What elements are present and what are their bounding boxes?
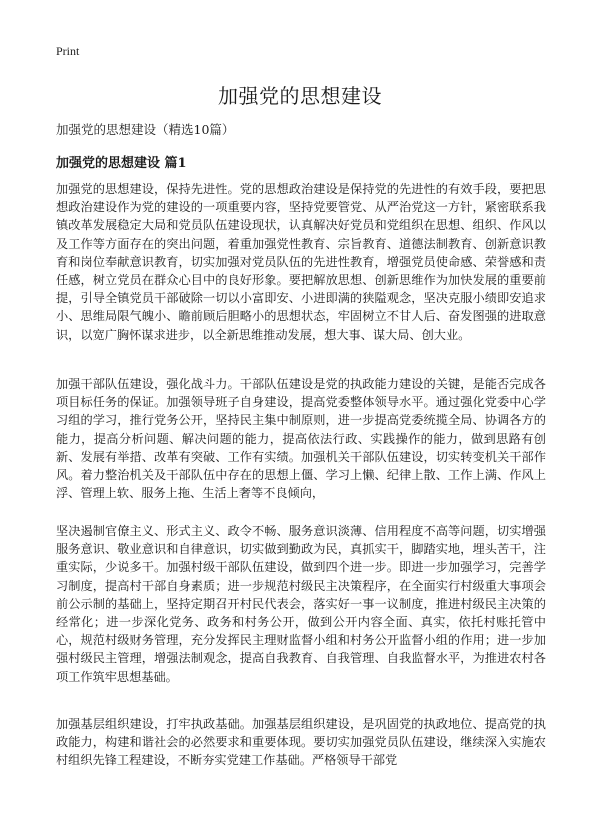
- body-paragraph: 坚决遏制官僚主义、形式主义、政令不畅、服务意识淡薄、信用程度不高等问题，切实增强服务意识、敬业意识和自律意识，切实做到勤政为民，真抓实干，脚踏实地，埋头苦干，注重实际，少说多干。加强村级干部队伍建设，做到四个进一步。即进一步加强学习，完善学习制度，提高村干部自身素质；进一步规范村级民主决策程序，在全面实行村级重大事项会前公示制的基础上，坚持定期召开村民代表会，落实好一事一议制度，推进村级民主决策的经常化；进一步深化党务、政务和村务公开，做到公开内容全面、真实，依托村账托管中心，规范村级财务管理，充分发挥民主理财监督小组和村务公开监督小组的作用；进一步加强村级民主管理，增强法制观念，提高自我教育、自我管理、自我监督水平，为推进农村各项工作筑牢思想基础。: [56, 524, 546, 684]
- body-paragraph: 加强党的思想建设，保持先进性。党的思想政治建设是保持党的先进性的有效手段，要把思想政治建设作为党的建设的一项重要内容，坚持党要管党、从严治党这一方针，紧密联系我镇改革发展稳定大局和党员队伍建设现状，认真解决好党员和党组织在思想、组织、作风以及工作等方面存在的突出问题，着重加强党性教育、宗旨教育、道德法制教育、创新意识教育和岗位奉献意识教育，切实加强对党员队伍的先进性教育，增强党员使命感、荣誉感和责任感，树立党员在群众心目中的良好形象。要把解放思想、创新思维作为加快发展的重要前提，引导全镇党员干部破除一切以小富即安、小进即满的狭隘观念，坚决克服小绩即安追求小、思维局限气魄小、瞻前顾后胆略小的思想状态，牢固树立不甘人后、奋发图强的进取意识，以宽广胸怀谋求进步，以全新思维推动发展，想大事、谋大局、创大业。: [56, 182, 546, 342]
- page-title: 加强党的思想建设: [218, 84, 382, 108]
- body-paragraph: 加强基层组织建设，打牢执政基础。加强基层组织建设，是巩固党的执政地位、提高党的执政能力，构建和谐社会的必然要求和重要体现。要切实加强党员队伍建设，继续深入实施农村组织先锋工程建设，不断夯实党建工作基础。严格领导干部党: [56, 717, 546, 768]
- section-heading: 加强党的思想建设 篇1: [56, 156, 187, 171]
- body-paragraph: 加强干部队伍建设，强化战斗力。干部队伍建设是党的执政能力建设的关键，是能否完成各项目标任务的保证。加强领导班子自身建设，提高党委整体领导水平。通过强化党委中心学习组的学习，推行党务公开，坚持民主集中制原则，进一步提高党委统揽全局、协调各方的能力，提高分析问题、解决问题的能力，提高依法行政、实践操作的能力，做到思路有创新、发展有举措、改革有突破、工作有实绩。加强机关干部队伍建设，切实转变机关干部作风。着力整治机关及干部队伍中存在的思想上僵、学习上懒、纪律上散、工作上满、作风上浮、管理上软、服务上拖、生活上奢等不良倾向，: [56, 377, 546, 501]
- document-subtitle: 加强党的思想建设（精选10篇）: [56, 122, 235, 137]
- print-link[interactable]: Print: [56, 44, 80, 58]
